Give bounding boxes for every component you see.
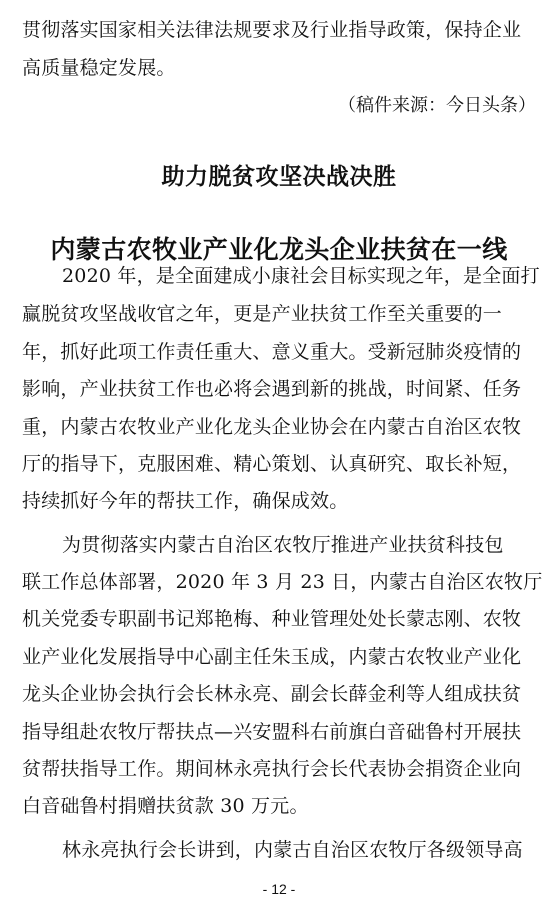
paragraph-line: 联工作总体部署，2020 年 3 月 23 日，内蒙古自治区农牧厅 [22, 571, 543, 593]
page-number: - 12 - [262, 881, 296, 897]
paragraph-line: 影响，产业扶贫工作也必将会遇到新的挑战，时间紧、任务 [22, 378, 522, 400]
paragraph-line: 持续抓好今年的帮扶工作，确保成效。 [22, 490, 349, 512]
article-headline: 助力脱贫攻坚决战决胜 [161, 163, 397, 191]
source-note: （稿件来源：今日头条） [338, 95, 536, 116]
paragraph-line: 赢脱贫攻坚战收官之年，更是产业扶贫工作至关重要的一 [22, 303, 503, 325]
paragraph-line: 白音础鲁村捐赠扶贫款 30 万元。 [22, 795, 309, 817]
paragraph-line: 重，内蒙古农牧业产业化龙头企业协会在内蒙古自治区农牧 [22, 416, 522, 438]
intro-line: 高质量稳定发展。 [22, 57, 176, 79]
paragraph-line: 龙头企业协会执行会长林永亮、副会长薛金利等人组成扶贫 [22, 683, 522, 705]
paragraph-line: 厅的指导下，克服困难、精心策划、认真研究、取长补短， [22, 453, 522, 475]
paragraph-line: 业产业化发展指导中心副主任朱玉成，内蒙古农牧业产业化 [22, 646, 522, 668]
paragraph-line: 指导组赴农牧厅帮扶点—兴安盟科右前旗白音础鲁村开展扶 [22, 721, 522, 743]
intro-line: 贯彻落实国家相关法律法规要求及行业指导政策，保持企业 [22, 19, 522, 41]
paragraph-line: 2020 年，是全面建成小康社会目标实现之年，是全面打 [62, 265, 540, 287]
paragraph-line: 年，抓好此项工作责任重大、意义重大。受新冠肺炎疫情的 [22, 341, 522, 363]
paragraph-line: 机关党委专职副书记郑艳梅、种业管理处处长蒙志刚、农牧 [22, 608, 522, 630]
paragraph-line: 为贯彻落实内蒙古自治区农牧厅推进产业扶贫科技包 [62, 534, 504, 556]
article-subheadline: 内蒙古农牧业产业化龙头企业扶贫在一线 [50, 234, 508, 264]
paragraph-line: 林永亮执行会长讲到，内蒙古自治区农牧厅各级领导高 [62, 839, 523, 861]
paragraph-line: 贫帮扶指导工作。期间林永亮执行会长代表协会捐资企业向 [22, 758, 522, 780]
